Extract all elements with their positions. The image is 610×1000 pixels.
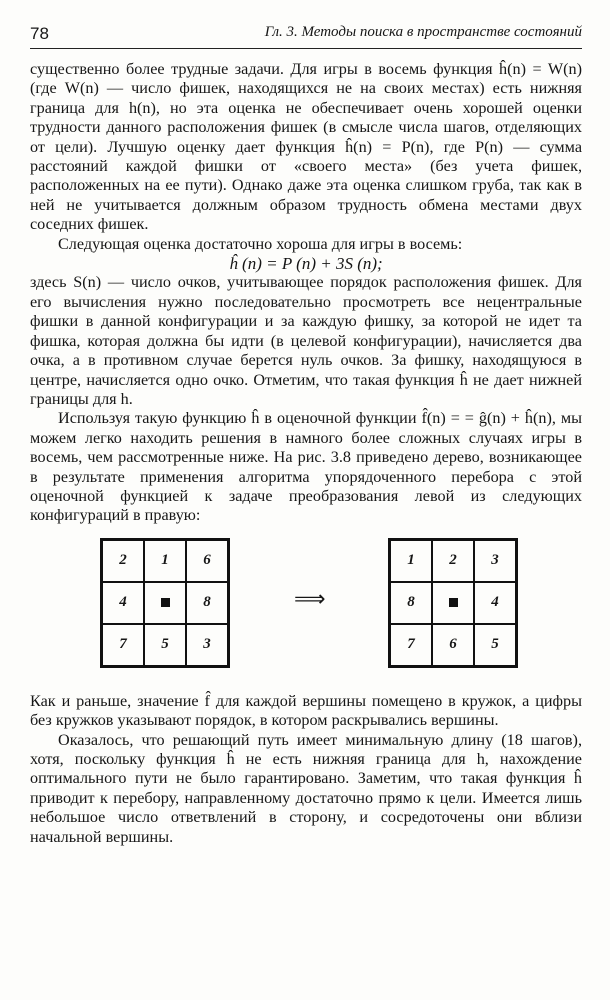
blank-square-icon <box>161 598 170 607</box>
page-body <box>30 60 582 847</box>
start-tile: 8 <box>186 582 228 624</box>
goal-tile: 3 <box>474 540 516 582</box>
goal-blank-cell <box>432 582 474 624</box>
start-blank-cell <box>144 582 186 624</box>
paragraph-6: Оказалось, что решающий путь имеет минимальную длину (18 шагов), хотя, поскольку функция ĥ не есть нижняя граница для h, нахождение оптимального пути не было гарантировано. Заметим, что такая функция ĥ приводит к перебору, направленному достаточно прямо к цели. Имеется лишь небольшое число ответвлений в сторону, и сосредоточены они вблизи начальной вершины. <box>30 730 582 846</box>
goal-tile: 8 <box>390 582 432 624</box>
start-configuration-grid <box>100 538 230 668</box>
start-tile: 2 <box>102 540 144 582</box>
goal-tile: 5 <box>474 624 516 666</box>
goal-tile: 4 <box>474 582 516 624</box>
start-tile: 1 <box>144 540 186 582</box>
start-tile: 5 <box>144 624 186 666</box>
paragraph-3: здесь S(n) — число очков, учитывающее порядок расположения фишек. Для его вычисления нужно последовательно просмотреть все нецентральные фишки в данной конфигурации и за каждую фишку, за которой не идет та фишка, которая должна бы идти (в целевой конфигурации), начисляется два очка, а в противном случае берется нуль очков. За фишку, находящуюся в центре, начисляется одно очко. Отметим, что такая функция ĥ не дает нижней границы для h. <box>30 273 582 408</box>
start-tile: 4 <box>102 582 144 624</box>
start-tile: 6 <box>186 540 228 582</box>
paragraph-1: существенно более трудные задачи. Для игры в восемь функция ĥ(n) = W(n) (где W(n) — число фишек, находящихся не на своих местах) есть нижняя граница для h(n), но эта оценка не обеспечивает очень хорошей оценки трудности данного расположения фишек (в смысле числа шагов, отделяющих от цели). Лучшую оценку дает функция ĥ(n) = P(n), где P(n) — сумма расстояний каждой фишки от «своего места» (без учета фишек, расположенных на ее пути). Однако даже эта оценка слишком груба, так как в ней не учитывается должным образом трудность обмена местами двух соседних фишек. <box>30 60 582 234</box>
heuristic-formula: ĥ (n) = P (n) + 3S (n); <box>229 254 383 274</box>
page-header <box>30 22 582 49</box>
goal-tile: 1 <box>390 540 432 582</box>
eight-puzzle-figure <box>30 538 582 678</box>
paragraph-5: Как и раньше, значение f̂ для каждой вершины помещено в кружок, а цифры без кружков указывают порядок, в котором раскрывались вершины. <box>30 691 582 730</box>
goal-tile: 6 <box>432 624 474 666</box>
start-tile: 7 <box>102 624 144 666</box>
blank-square-icon <box>449 598 458 607</box>
goal-configuration-grid <box>388 538 518 668</box>
goal-tile: 2 <box>432 540 474 582</box>
goal-tile: 7 <box>390 624 432 666</box>
paragraph-4: Используя такую функцию ĥ в оценочной функции f̂(n) = = ĝ(n) + ĥ(n), мы можем легко находить решения в намного более сложных случаях игры в восемь, чем рассмотренные ниже. На рис. 3.8 приведено дерево, возникающее в результате применения алгоритма упорядоченного перебора с этой оценочной функцией к задаче преобразования левой из следующих конфигураций в правую: <box>30 409 582 525</box>
start-tile: 3 <box>186 624 228 666</box>
transform-arrow-icon: ⟹ <box>294 586 326 612</box>
paragraph-2: Следующая оценка достаточно хороша для игры в восемь: <box>58 234 463 253</box>
page-number: 78 <box>30 24 49 43</box>
running-title: Гл. 3. Методы поиска в пространстве состояний <box>264 24 582 40</box>
